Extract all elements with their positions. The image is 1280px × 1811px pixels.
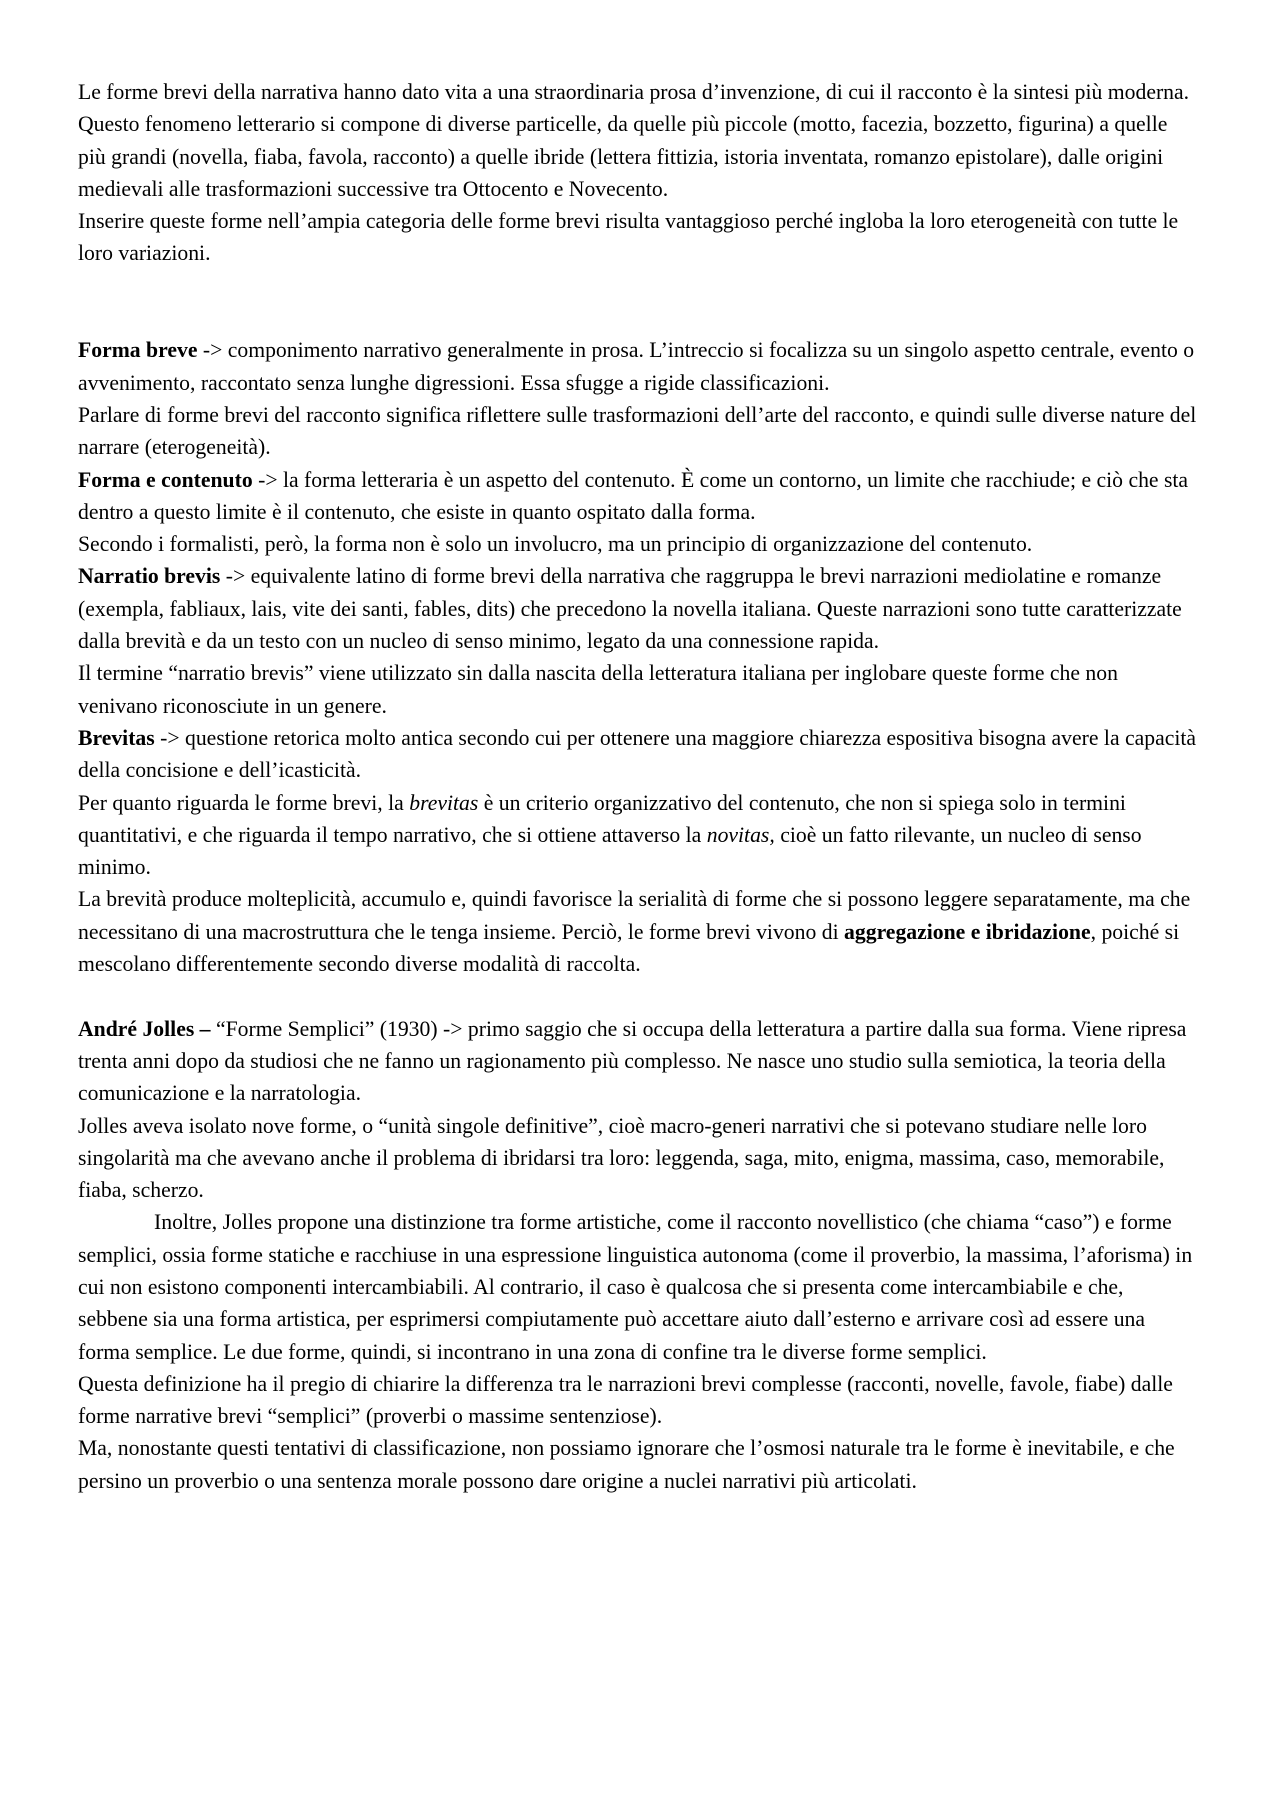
forma-contenuto-definition: -> la forma letteraria è un aspetto del contenuto. È come un contorno, un limite che racchiude; e ciò che sta dentro a questo limite è il contenuto, che esiste in quanto ospitato dalla forma. — [78, 467, 1189, 524]
text-run: cioè un fatto rilevante, un nucleo di senso minimo. — [78, 822, 1142, 880]
term-narratio-brevis: Narratio brevis — [78, 564, 221, 589]
term-brevitas: Brevitas — [78, 725, 155, 750]
spacer — [78, 980, 1198, 1012]
text-run: La brevità produce molteplicità, accumulo e, quindi favorisce la serialità di forme che si possono leggere separatamente, ma che necessitano di una macrostruttura che le tenga insieme. Perciò, le forme brevi vivono di — [78, 887, 1191, 944]
emphasis-brevitas: brevitas — [409, 790, 479, 815]
strong-aggregazione: aggregazione e ibridazione — [844, 919, 1091, 944]
intro-paragraph-2: Inserire queste forme nell’ampia categoria delle forme brevi risulta vantaggioso perché ingloba la loro eterogeneità con tutte le loro variazioni. — [78, 209, 1179, 266]
jolles-paragraph — [78, 1013, 1198, 1110]
conclusion-paragraph: Ma, nonostante questi tentativi di classificazione, non possiamo ignorare che l’osmosi naturale tra le forme è inevitabile, e che persino un proverbio o una sentenza morale possono dare origine a nuclei narrativi più articolati. — [78, 1436, 1175, 1493]
narratio-definition: -> equivalente latino di forme brevi della narrativa che raggruppa le brevi narrazioni mediolatine e romanze (exempla, fabliaux, lais, vite dei santi, fables, dits) che precedono la novella italiana. Queste narrazioni sono tutte caratterizzate dalla brevità e da un testo con un nucleo di senso minimo, legato da una connessione rapida. — [78, 564, 1182, 654]
brevita-paragraph — [78, 883, 1198, 980]
text-run: Per quanto riguarda le forme brevi, la — [78, 790, 410, 815]
text-run: , poiché si mescolano differentemente secondo diverse modalità di raccolta. — [78, 919, 1180, 977]
intro-paragraph: Le forme brevi della narrativa hanno dato vita a una straordinaria prosa d’invenzione, di cui il racconto è la sintesi più moderna. Questo fenomeno letterario si compone di diverse particelle, da quelle più piccole (motto, facezia, bozzetto, figurina) a quelle più grandi (novella, fiaba, favola, racconto) a quelle ibride (lettera fittizia, istoria inventata, romanzo epistolare), dalle origini medievali alle trasformazioni successive tra Ottocento e Novecento. — [78, 80, 1190, 201]
term-forma-breve: Forma breve — [78, 338, 198, 363]
emphasis-novitas: novitas, — [706, 822, 775, 847]
jolles-definition: “Forme Semplici” (1930) -> primo saggio che si occupa della letteratura a partire dalla sua forma. Viene ripresa trenta anni dopo da studiosi che ne fanno un ragionamento più complesso. Ne nasce uno studio sulla semiotica, la teoria della comunicazione e la narratologia. — [78, 1016, 1187, 1106]
term-andre-jolles: André Jolles – — [78, 1016, 211, 1041]
forma-breve-paragraph — [78, 334, 1198, 399]
brevitas-definition: -> questione retorica molto antica secondo cui per ottenere una maggiore chiarezza espositiva bisogna avere la capacità della concisione e dell’icasticità. — [78, 725, 1197, 783]
termine-paragraph: Il termine “narratio brevis” viene utilizzato sin dalla nascita della letteratura italiana per inglobare queste forme che non venivano riconosciute in un genere. — [78, 661, 1118, 718]
jolles-nove-forme-paragraph: Jolles aveva isolato nove forme, o “unità singole definitive”, cioè macro-generi narrativi che si potevano studiare nelle loro singolarità ma che avevano anche il problema di ibridarsi tra loro: leggenda, saga, mito, enigma, massima, caso, memorabile, fiaba, scherzo. — [78, 1113, 1165, 1203]
text-run: è un criterio organizzativo del contenuto, che non si spiega solo in termini quantitativi, e che riguarda il tempo narrativo, che si ottiene attaverso la — [78, 790, 1126, 847]
narratio-paragraph — [78, 560, 1198, 657]
inoltre-paragraph: Inoltre, Jolles propone una distinzione tra forme artistiche, come il racconto novellistico (che chiama “caso”) e forme semplici, ossia forme statiche e racchiuse in una espressione linguistica autonoma (come il proverbio, la massima, l’aforisma) in cui non esistono componenti intercambiabili. Al contrario, il caso è qualcosa che si presenta come intercambiabile e che, sebbene sia una forma artistica, per esprimersi compiutamente può accettare aiuto dall’esterno e arrivare così ad essere una forma semplice. Le due forme, quindi, si incontrano in una zona di confine tra le diverse forme semplici. — [78, 1210, 1193, 1364]
term-forma-contenuto: Forma e contenuto — [78, 467, 253, 492]
forma-breve-definition: -> componimento narrativo generalmente in prosa. L’intreccio si focalizza su un singolo aspetto centrale, evento o avvenimento, raccontato senza lunghe digressioni. Essa sfugge a rigide classificazioni. — [78, 338, 1195, 395]
spacer — [78, 270, 1198, 335]
definizione-paragraph: Questa definizione ha il pregio di chiarire la differenza tra le narrazioni brevi complesse (racconti, novelle, favole, fiabe) dalle forme narrative brevi “semplici” (proverbi o massime sentenziose). — [78, 1371, 1173, 1429]
parlare-paragraph: Parlare di forme brevi del racconto significa riflettere sulle trasformazioni dell’arte del racconto, e quindi sulle diverse nature del narrare (eterogeneità). — [78, 402, 1197, 460]
brevitas-paragraph — [78, 722, 1198, 787]
per-quanto-paragraph — [78, 787, 1198, 884]
forma-contenuto-paragraph — [78, 464, 1198, 529]
formalisti-paragraph: Secondo i formalisti, però, la forma non è solo un involucro, ma un principio di organizzazione del contenuto. — [78, 532, 1033, 557]
